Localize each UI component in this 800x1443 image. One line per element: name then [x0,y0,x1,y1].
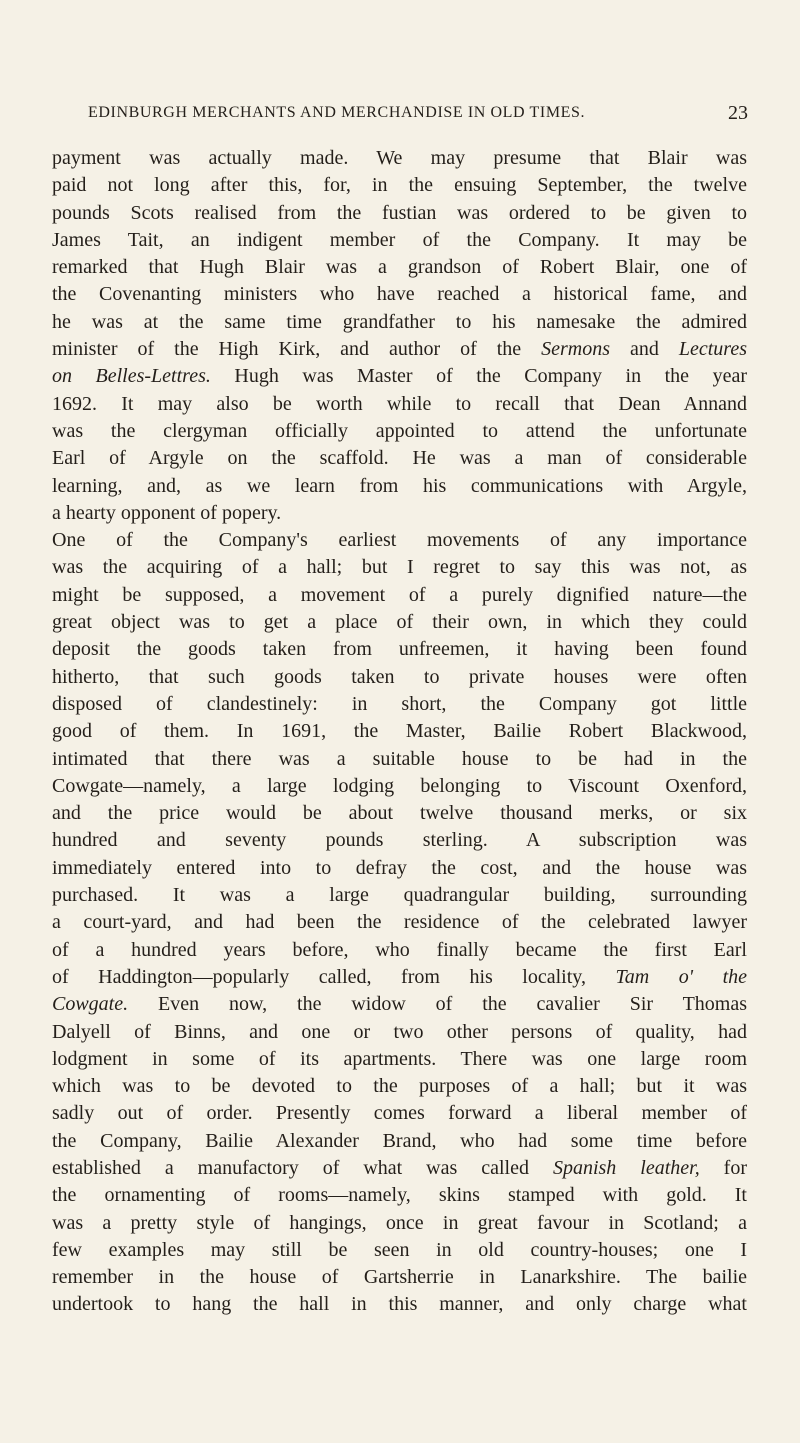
body-text [52,145,747,1319]
text-line [52,1155,747,1182]
text-line: intimated that there was a suitable house to be had in the [52,747,747,770]
text-run: of Haddington—popularly called, from his locality, [52,965,616,988]
text-line: hundred and seventy pounds sterling. A subscription was [52,829,747,852]
text-line: James Tait, an indigent member of the Company. It may be [52,228,747,251]
text-line: deposit the goods taken from unfreemen, it having been found [52,638,747,661]
text-run: Even now, the widow of the cavalier Sir Thomas [128,993,747,1016]
text-line: 1692. It may also be worth while to recall that Dean Annand [52,392,747,415]
text-line: undertook to hang the hall in this manner, and only charge what [52,1293,747,1316]
italic-title: Lectures [678,338,747,361]
text-line [52,964,747,991]
text-line: of a hundred years before, who finally became the first Earl [52,938,747,961]
text-line: good of them. In 1691, the Master, Bailie Robert Blackwood, [52,720,747,743]
text-line: Dalyell of Binns, and one or two other persons of quality, had [52,1020,747,1043]
text-run: minister of the High Kirk, and author of the [52,338,542,361]
italic-title: Cowgate. [52,993,129,1016]
text-run: established a manufactory of what was called [52,1156,553,1179]
running-title: EDINBURGH MERCHANTS AND MERCHANDISE IN OLD TIMES. [88,104,586,121]
text-line: and the price would be about twelve thousand merks, or six [52,802,747,825]
text-line: paid not long after this, for, in the ensuing September, the twelve [52,174,747,197]
text-line: the Covenanting ministers who have reached a historical fame, and [52,283,747,306]
text-line [52,336,747,363]
text-line: remarked that Hugh Blair was a grandson of Robert Blair, one of [52,256,747,279]
running-head [88,104,748,130]
text-line: was the clergyman officially appointed to attend the unfortunate [52,419,747,442]
text-line: remember in the house of Gartsherrie in Lanarkshire. The bailie [52,1266,747,1289]
text-line: the Company, Bailie Alexander Brand, who had some time before [52,1129,747,1152]
text-run: for [699,1156,747,1179]
text-line: learning, and, as we learn from his communications with Argyle, [52,474,747,497]
italic-title: Sermons [541,338,611,361]
text-line: Earl of Argyle on the scaffold. He was a man of considerable [52,447,747,470]
text-line: pounds Scots realised from the fustian was ordered to be given to [52,201,747,224]
text-line: payment was actually made. We may presume that Blair was [52,147,747,169]
text-run: Hugh was Master of the Company in the year [210,365,747,388]
text-line: a hearty opponent of popery. [52,501,282,524]
italic-title: Tam o' the [615,965,747,988]
text-line: which was to be devoted to the purposes of a hall; but it was [52,1075,747,1098]
text-line: lodgment in some of its apartments. There was one large room [52,1047,747,1070]
text-line: Cowgate—namely, a large lodging belonging to Viscount Oxenford, [52,774,747,797]
text-line: he was at the same time grandfather to his namesake the admired [52,310,747,333]
text-run: and [610,338,679,361]
text-line [52,363,747,390]
text-line: immediately entered into to defray the cost, and the house was [52,856,747,879]
text-line: a court-yard, and had been the residence of the celebrated lawyer [52,911,747,934]
italic-term: Spanish leather, [552,1156,700,1179]
text-line: the ornamenting of rooms—namely, skins stamped with gold. It [52,1184,747,1207]
text-line: was a pretty style of hangings, once in great favour in Scotland; a [52,1211,747,1234]
text-line: disposed of clandestinely: in short, the Company got little [52,692,747,715]
page-number: 23 [728,102,748,124]
text-line: great object was to get a place of their own, in which they could [52,611,747,634]
text-line: hitherto, that such goods taken to private houses were often [52,665,747,688]
text-line: might be supposed, a movement of a purely dignified nature—the [52,583,747,606]
text-line: sadly out of order. Presently comes forward a liberal member of [52,1102,747,1125]
italic-title: on Belles-Lettres. [52,365,211,388]
text-line: One of the Company's earliest movements of any importance [52,529,747,552]
text-line: was the acquiring of a hall; but I regret to say this was not, as [52,556,747,579]
text-line [52,991,747,1018]
text-line: purchased. It was a large quadrangular building, surrounding [52,884,747,907]
text-line: few examples may still be seen in old country-houses; one I [52,1238,747,1261]
